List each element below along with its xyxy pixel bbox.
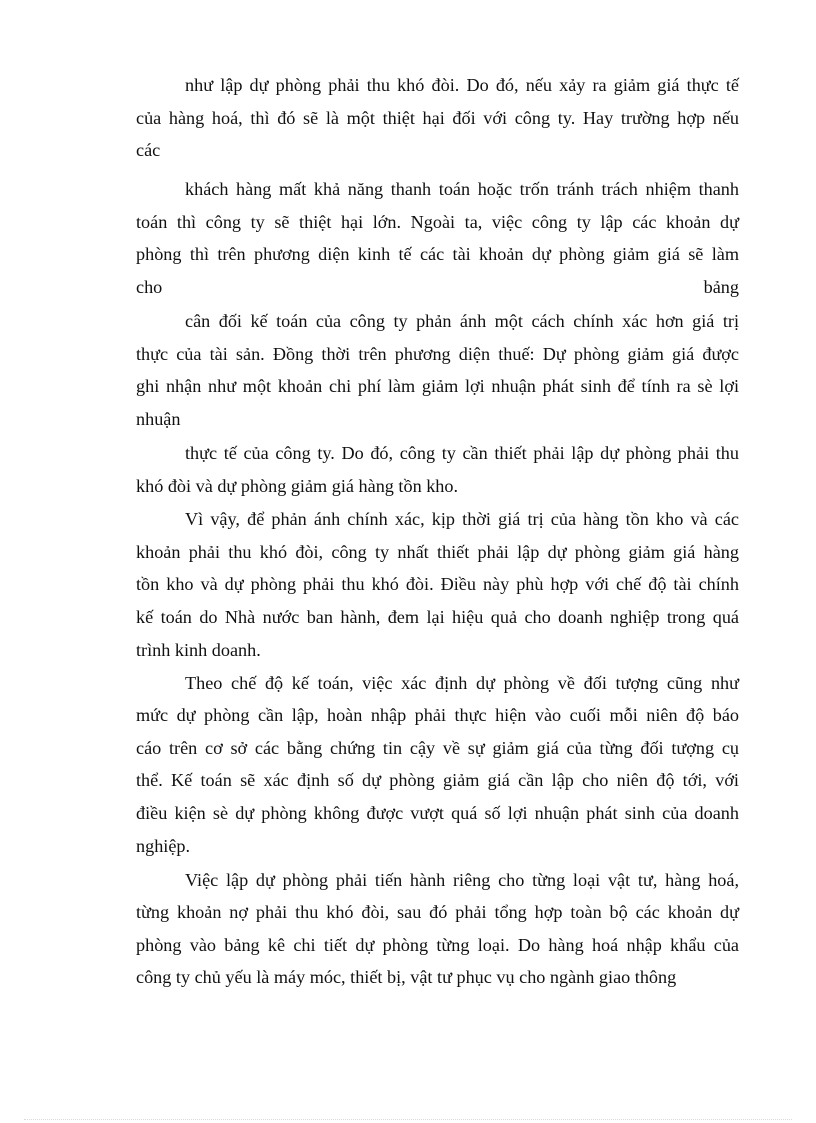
text-line: khó đòi và dự phòng giảm giá hàng tồn kho. <box>136 476 459 496</box>
text-line: thực tế của công ty. Do đó, công ty cần thiết phải lập dự phòng phải thu <box>185 443 739 463</box>
text-line: ghi nhận như một khoản chi phí làm giảm lợi nhuận phát sinh để tính ra sè lợi <box>136 376 739 396</box>
text-line: cáo trên cơ sở các bằng chứng tin cậy về sự giảm giá của từng đối tượng cụ <box>136 738 739 758</box>
text-line: cân đối kế toán của công ty phản ánh một cách chính xác hơn giá trị <box>185 311 739 331</box>
text-line: thực của tài sản. Đồng thời trên phương diện thuế: Dự phòng giảm giá được <box>136 344 739 364</box>
text-line: mức dự phòng cần lập, hoàn nhập phải thực hiện vào cuối mỗi niên độ báo <box>136 705 739 725</box>
text-line: khách hàng mất khả năng thanh toán hoặc trốn tránh trách nhiệm thanh <box>185 179 739 199</box>
text-line: cho bảng <box>136 277 739 297</box>
page-bottom-divider <box>24 1119 792 1120</box>
text-line: nghiệp. <box>136 836 191 856</box>
text-line: toán thì công ty sẽ thiệt hại lớn. Ngoài ta, việc công ty lập các khoản dự <box>136 212 739 232</box>
text-line: phòng thì trên phương diện kinh tế các tài khoản dự phòng giảm giá sẽ làm <box>136 244 739 264</box>
text-line: thể. Kế toán sẽ xác định số dự phòng giảm giá cần lập cho niên độ tới, với <box>136 770 739 790</box>
text-line: trình kinh doanh. <box>136 640 261 660</box>
text-line: điều kiện sè dự phòng không được vượt quá số lợi nhuận phát sinh của doanh <box>136 803 739 823</box>
text-line: như lập dự phòng phải thu khó đòi. Do đó, nếu xảy ra giảm giá thực tế <box>185 75 739 95</box>
text-line: Theo chế độ kế toán, việc xác định dự phòng về đối tượng cũng như <box>185 673 739 693</box>
text-line: Vì vậy, để phản ánh chính xác, kịp thời giá trị của hàng tồn kho và các <box>185 509 739 529</box>
text-line: từng khoản nợ phải thu khó đòi, sau đó phải tổng hợp toàn bộ các khoản dự <box>136 902 739 922</box>
text-line: của hàng hoá, thì đó sẽ là một thiệt hại đối với công ty. Hay trường hợp nếu <box>136 108 739 128</box>
text-line: nhuận <box>136 409 181 429</box>
text-line: khoản phải thu khó đòi, công ty nhất thiết phải lập dự phòng giảm giá hàng <box>136 542 739 562</box>
text-line: Việc lập dự phòng phải tiến hành riêng cho từng loại vật tư, hàng hoá, <box>185 870 739 890</box>
text-line: công ty chủ yếu là máy móc, thiết bị, vật tư phục vụ cho ngành giao thông <box>136 967 677 987</box>
text-line: tồn kho và dự phòng phải thu khó đòi. Điều này phù hợp với chế độ tài chính <box>136 574 739 594</box>
text-line: kế toán do Nhà nước ban hành, đem lại hiệu quả cho doanh nghiệp trong quá <box>136 607 739 627</box>
text-line: phòng vào bảng kê chi tiết dự phòng từng loại. Do hàng hoá nhập khẩu của <box>136 935 739 955</box>
text-line: các <box>136 140 161 160</box>
